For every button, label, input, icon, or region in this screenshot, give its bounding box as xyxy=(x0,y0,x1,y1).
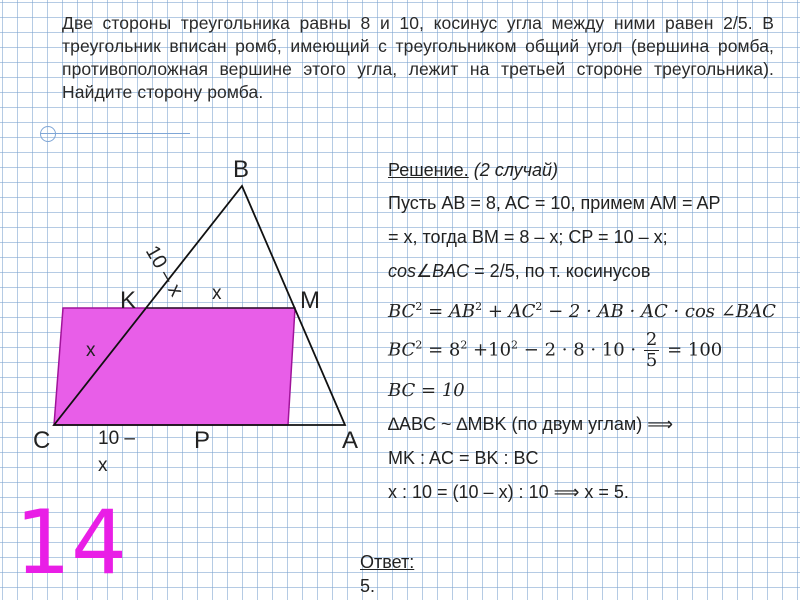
vertex-a-label: A xyxy=(342,427,359,454)
side-ck-label: x xyxy=(86,340,96,361)
vertex-c-label: C xyxy=(33,427,51,454)
side-cp-label-line2: x xyxy=(98,455,108,476)
solution-line-3 xyxy=(388,261,650,282)
solution-similarity: ∆ABC ~ ∆MBK (по двум углам) ⟹ xyxy=(388,414,674,434)
page-number: 14 xyxy=(15,491,127,594)
solution-heading-note: (2 случай) xyxy=(473,160,558,180)
side-cp-label-line1: 10 – xyxy=(98,428,135,449)
solution-line-1: Пусть AB = 8, AC = 10, примем AM = AP xyxy=(388,193,721,213)
answer-value: 5. xyxy=(360,576,376,596)
solution-ratio: MK : AC = BK : BC xyxy=(388,448,539,468)
solution-heading-label: Решение. xyxy=(388,160,469,180)
angle-bac: ∠BAC xyxy=(416,261,470,281)
solution-equation: x : 10 = (10 – x) : 10 ⟹ x = 5. xyxy=(388,482,629,502)
vertex-p-label: P xyxy=(194,427,211,454)
cos-function: cos xyxy=(388,261,417,281)
answer-label: Ответ: xyxy=(360,552,415,572)
solution-line-2: = x, тогда BM = 8 – x; CP = 10 – x; xyxy=(388,227,668,247)
side-km-label: x xyxy=(212,283,222,304)
vertex-b-label: B xyxy=(233,156,250,183)
side-kb-label: 10 – x xyxy=(140,242,188,301)
formula-substitution: $BC^2 = 8^2 +10^2 - 2 \cdot 8 \cdot 10$ · $\frac{2}{5}$ = 100 xyxy=(388,329,723,371)
problem-statement: Две стороны треугольника равны 8 и 10, косинус угла между ними равен 2/5. В треугольник вписан ромб, имеющий с треугольником общий угол (вершина ромба, противоположная вершине этого угла, лежит на третьей стороне треугольника). Найдите сторону ромба. xyxy=(62,13,774,102)
answer-block xyxy=(360,550,414,598)
vertex-k-label: K xyxy=(120,287,137,314)
vertex-m-label: M xyxy=(300,287,320,314)
solution-heading xyxy=(388,160,558,181)
formula-cosine-law: $BC^2 = AB^2 + AC^2 - 2$ · AB · AC · cos ∠BAC xyxy=(388,300,776,322)
solution-line-3-rest: = 2/5, по т. косинусов xyxy=(469,261,651,281)
formula-bc-result: BC = 10 xyxy=(388,380,465,401)
rhombus-fill xyxy=(54,308,295,425)
fraction-two-fifths: $\frac{2}{5}$ xyxy=(645,329,658,371)
